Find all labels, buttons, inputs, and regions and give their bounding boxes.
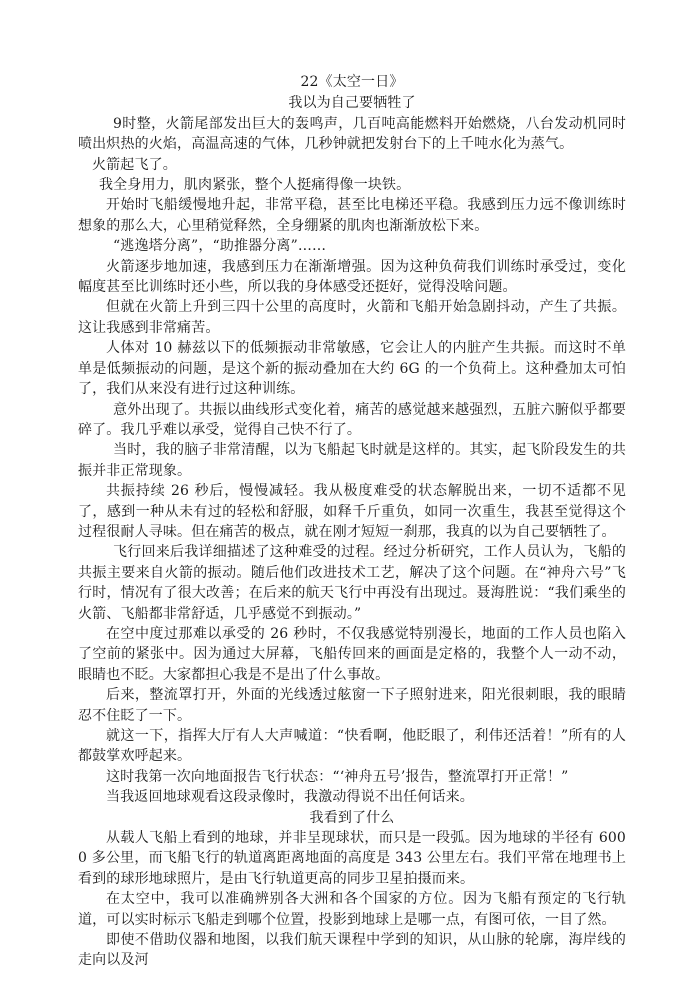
paragraph: 人体对 10 赫兹以下的低频振动非常敏感，它会让人的内脏产生共振。而这时不单单是低频振动的问题，是这个新的振动叠加在大约 6G 的一个负荷上。这种叠加太可怕了，我们从来没有进行过这种训练。 [78,340,626,398]
paragraph: 意外出现了。共振以曲线形式变化着，痛苦的感觉越来越强烈，五脏六腑似乎都要碎了。我几乎难以承受，觉得自己快不行了。 [78,401,626,438]
paragraph: 但就在火箭上升到三四十公里的高度时，火箭和飞船开始急剧抖动，产生了共振。这让我感到非常痛苦。 [78,299,626,336]
paragraph: 就这一下，指挥大厅有人大声喊道：“快看啊，他眨眼了，利伟还活着！”所有的人都鼓掌欢呼起来。 [78,728,626,765]
paragraph: 火箭起飞了。 [92,156,177,173]
document-title: 22《太空一日》 [300,74,404,90]
paragraph: 开始时飞船缓慢地升起，非常平稳，甚至比电梯还平稳。我感到压力远不像训练时想象的那么大，心里稍觉释然，全身绷紧的肌肉也渐渐放松下来。 [78,197,626,234]
section-heading: 我看到了什么 [309,809,395,826]
section-heading: 我以为自己要牺牲了 [288,95,416,112]
paragraph: “逃逸塔分离”，“助推器分离”…… [113,238,327,255]
paragraph: 9时整，火箭尾部发出巨大的轰鸣声，几百吨高能燃料开始燃烧，八台发动机同时喷出炽热的火焰，高温高速的气体，几秒钟就把发射台下的上千吨水化为蒸气。 [78,115,626,153]
paragraph: 当时，我的脑子非常清醒，以为飞船起飞时就是这样的。其实，起飞阶段发生的共振并非正常现象。 [78,442,626,479]
paragraph: 火箭逐步地加速，我感到压力在渐渐增强。因为这种负荷我们训练时承受过，变化幅度甚至比训练时还小些，所以我的身体感受还挺好，觉得没啥问题。 [78,258,626,296]
paragraph: 后来，整流罩打开，外面的光线透过舷窗一下子照射进来，阳光很刺眼，我的眼睛忍不住眨了一下。 [78,687,626,724]
paragraph: 在太空中，我可以准确辨别各大洲和各个国家的方位。因为飞船有预定的飞行轨道，可以实时标示飞船走到哪个位置，投影到地球上是哪一点，有图可依，一目了然。 [78,891,626,928]
paragraph: 当我返回地球观看这段录像时，我激动得说不出任何话来。 [106,789,474,806]
paragraph: 飞行回来后我详细描述了这种难受的过程。经过分析研究，工作人员认为，飞船的共振主要来自火箭的振动。随后他们改进技术工艺，解决了这个问题。在“神舟六号”飞行时，情况有了很大改善；在后来的航天飞行中再没有出现过。聂海胜说：“我们乘坐的火箭、飞船都非常舒适，几乎感觉不到振动。” [78,544,626,622]
paragraph: 共振持续 26 秒后，慢慢减轻。我从极度难受的状态解脱出来，一切不适都不见了，感到一种从未有过的轻松和舒服，如释千斤重负，如同一次重生，我甚至觉得这个过程很耐人寻味。但在痛苦的极点，就在刚才短短一刹那，我真的以为自己要牺牲了。 [78,483,626,540]
paragraph: 这时我第一次向地面报告飞行状态：“‘神舟五号’报告，整流罩打开正常！” [106,768,569,785]
paragraph: 从载人飞船上看到的地球，并非呈现球状，而只是一段弧。因为地球的半径有 6000 多公里，而飞船飞行的轨道离距离地面的高度是 343 公里左右。我们平常在地理书上看到的球形地球照片，是由飞行轨道更高的同步卫星拍摄而来。 [78,830,626,887]
paragraph: 即使不借助仪器和地图，以我们航天课程中学到的知识，从山脉的轮廓，海岸线的走向以及河 [78,932,626,969]
paragraph: 在空中度过那难以承受的 26 秒时，不仅我感觉特别漫长，地面的工作人员也陷入了空前的紧张中。因为通过大屏幕，飞船传回来的画面是定格的，我整个人一动不动，眼睛也不眨。大家都担心我是不是出了什么事故。 [78,625,626,683]
paragraph: 我全身用力，肌肉紧张，整个人挺痛得像一块铁。 [99,177,411,194]
